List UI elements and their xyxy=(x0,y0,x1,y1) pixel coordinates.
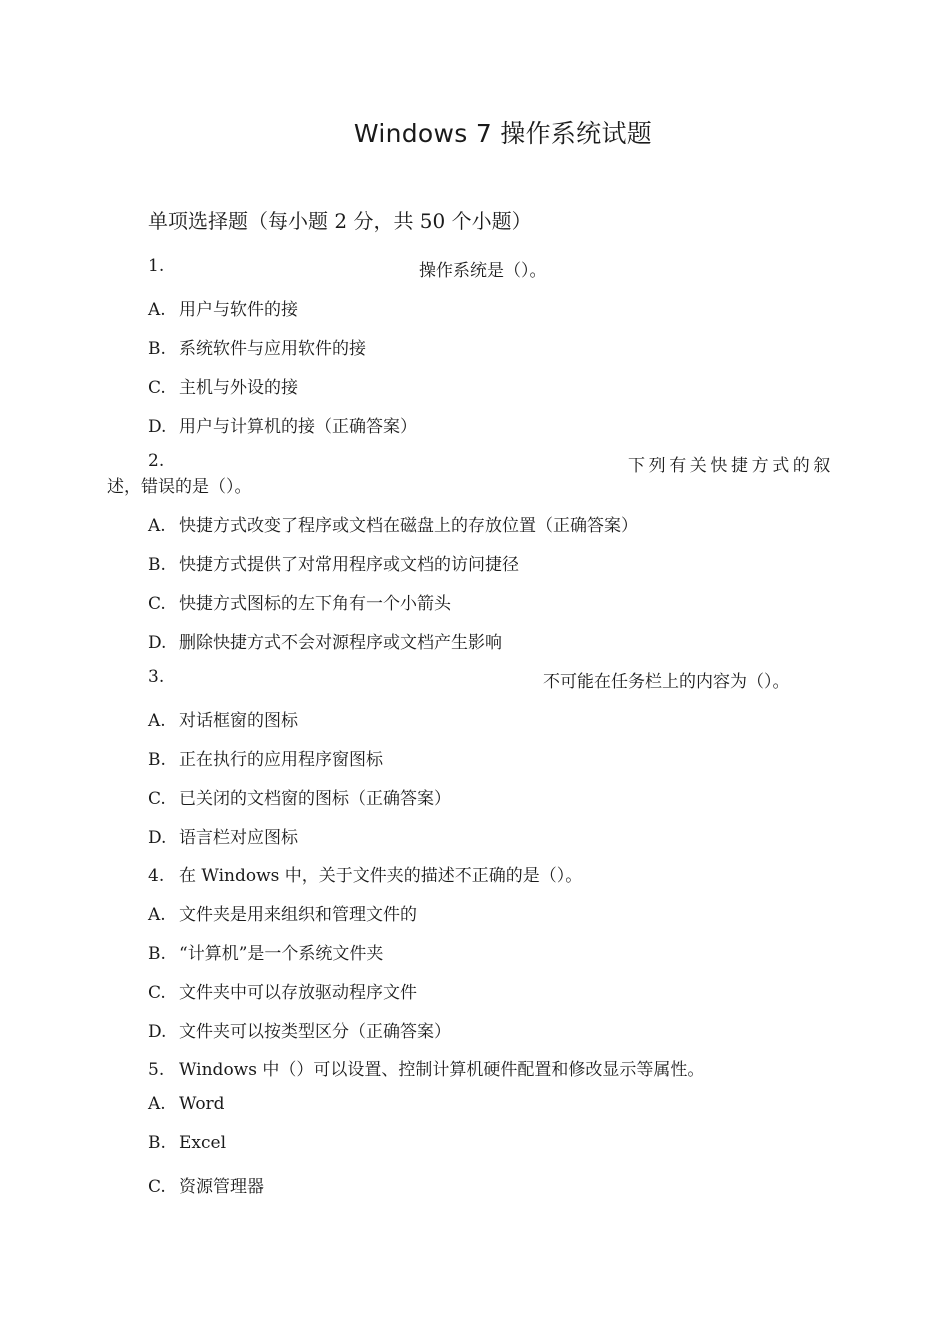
option-text: Excel xyxy=(179,1133,227,1153)
option-letter: C. xyxy=(148,789,166,809)
option-letter: A. xyxy=(148,516,166,536)
question-5-text: Windows 中（）可以设置、控制计算机硬件配置和修改显示等属性。 xyxy=(179,1060,705,1080)
question-4-option-c xyxy=(148,978,417,1003)
option-text: 系统软件与应用软件的接 xyxy=(179,339,366,359)
question-4 xyxy=(148,861,582,886)
option-letter: A. xyxy=(148,300,166,320)
question-2-text: 下列有关快捷方式的叙 xyxy=(628,456,834,476)
question-2-number: 2. xyxy=(148,451,165,471)
option-letter: C. xyxy=(148,983,166,1003)
page-title: Windows 7 操作系统试题 xyxy=(353,119,653,148)
option-text: 快捷方式图标的左下角有一个小箭头 xyxy=(179,594,451,614)
option-letter: B. xyxy=(148,750,166,770)
option-text: 正在执行的应用程序窗图标 xyxy=(179,750,383,770)
question-3-option-a xyxy=(148,706,298,731)
question-4-text: 在 Windows 中，关于文件夹的描述不正确的是（）。 xyxy=(179,866,583,886)
question-2-option-c xyxy=(148,589,451,614)
question-3-number: 3. xyxy=(148,667,165,687)
option-text: Word xyxy=(179,1094,225,1114)
question-1-option-a xyxy=(148,295,298,320)
question-4-option-b xyxy=(148,939,383,964)
question-4-option-a xyxy=(148,900,417,925)
question-5-option-c xyxy=(148,1172,264,1197)
question-3-text: 不可能在任务栏上的内容为（）。 xyxy=(543,672,790,692)
option-letter: A. xyxy=(148,1094,166,1114)
question-1-number: 1. xyxy=(148,256,165,276)
question-1-option-d xyxy=(148,412,417,437)
option-letter: B. xyxy=(148,1133,166,1153)
question-2-option-b xyxy=(148,550,519,575)
option-text: 文件夹可以按类型区分（正确答案） xyxy=(179,1022,451,1042)
option-text: 文件夹是用来组织和管理文件的 xyxy=(179,905,417,925)
question-1-option-b xyxy=(148,334,366,359)
question-2-option-d xyxy=(148,628,502,653)
option-letter: D. xyxy=(148,417,167,437)
option-letter: B. xyxy=(148,944,166,964)
option-text: 已关闭的文档窗的图标（正确答案） xyxy=(179,789,451,809)
question-3-option-d xyxy=(148,823,298,848)
question-3-option-c xyxy=(148,784,451,809)
question-1-option-c xyxy=(148,373,298,398)
section-heading: 单项选择题（每小题 2 分，共 50 个小题） xyxy=(148,209,532,233)
question-2-option-a xyxy=(148,511,638,536)
option-text: 用户与软件的接 xyxy=(179,300,298,320)
option-letter: B. xyxy=(148,555,166,575)
question-3-option-b xyxy=(148,745,383,770)
option-letter: A. xyxy=(148,711,166,731)
question-5-number: 5. xyxy=(148,1060,165,1080)
option-letter: C. xyxy=(148,1177,166,1197)
option-letter: C. xyxy=(148,594,166,614)
question-5-option-a xyxy=(148,1094,225,1114)
option-letter: A. xyxy=(148,905,166,925)
question-4-number: 4. xyxy=(148,866,165,886)
option-letter: D. xyxy=(148,633,167,653)
option-text: 快捷方式改变了程序或文档在磁盘上的存放位置（正确答案） xyxy=(179,516,638,536)
option-text: 文件夹中可以存放驱动程序文件 xyxy=(179,983,417,1003)
question-4-option-d xyxy=(148,1017,451,1042)
option-letter: D. xyxy=(148,1022,167,1042)
option-text: 资源管理器 xyxy=(179,1177,264,1197)
option-text: 主机与外设的接 xyxy=(179,378,298,398)
option-text: 用户与计算机的接（正确答案） xyxy=(179,417,417,437)
option-letter: D. xyxy=(148,828,167,848)
option-letter: B. xyxy=(148,339,166,359)
question-5-option-b xyxy=(148,1133,226,1153)
option-text: 语言栏对应图标 xyxy=(179,828,298,848)
option-text: 快捷方式提供了对常用程序或文档的访问捷径 xyxy=(179,555,519,575)
question-5 xyxy=(148,1055,704,1080)
question-2-text-continued: 述，错误的是（）。 xyxy=(107,477,252,497)
option-text: 删除快捷方式不会对源程序或文档产生影响 xyxy=(179,633,502,653)
option-text: “计算机”是一个系统文件夹 xyxy=(179,944,384,964)
option-text: 对话框窗的图标 xyxy=(179,711,298,731)
question-1-text: 操作系统是（）。 xyxy=(419,261,547,281)
option-letter: C. xyxy=(148,378,166,398)
